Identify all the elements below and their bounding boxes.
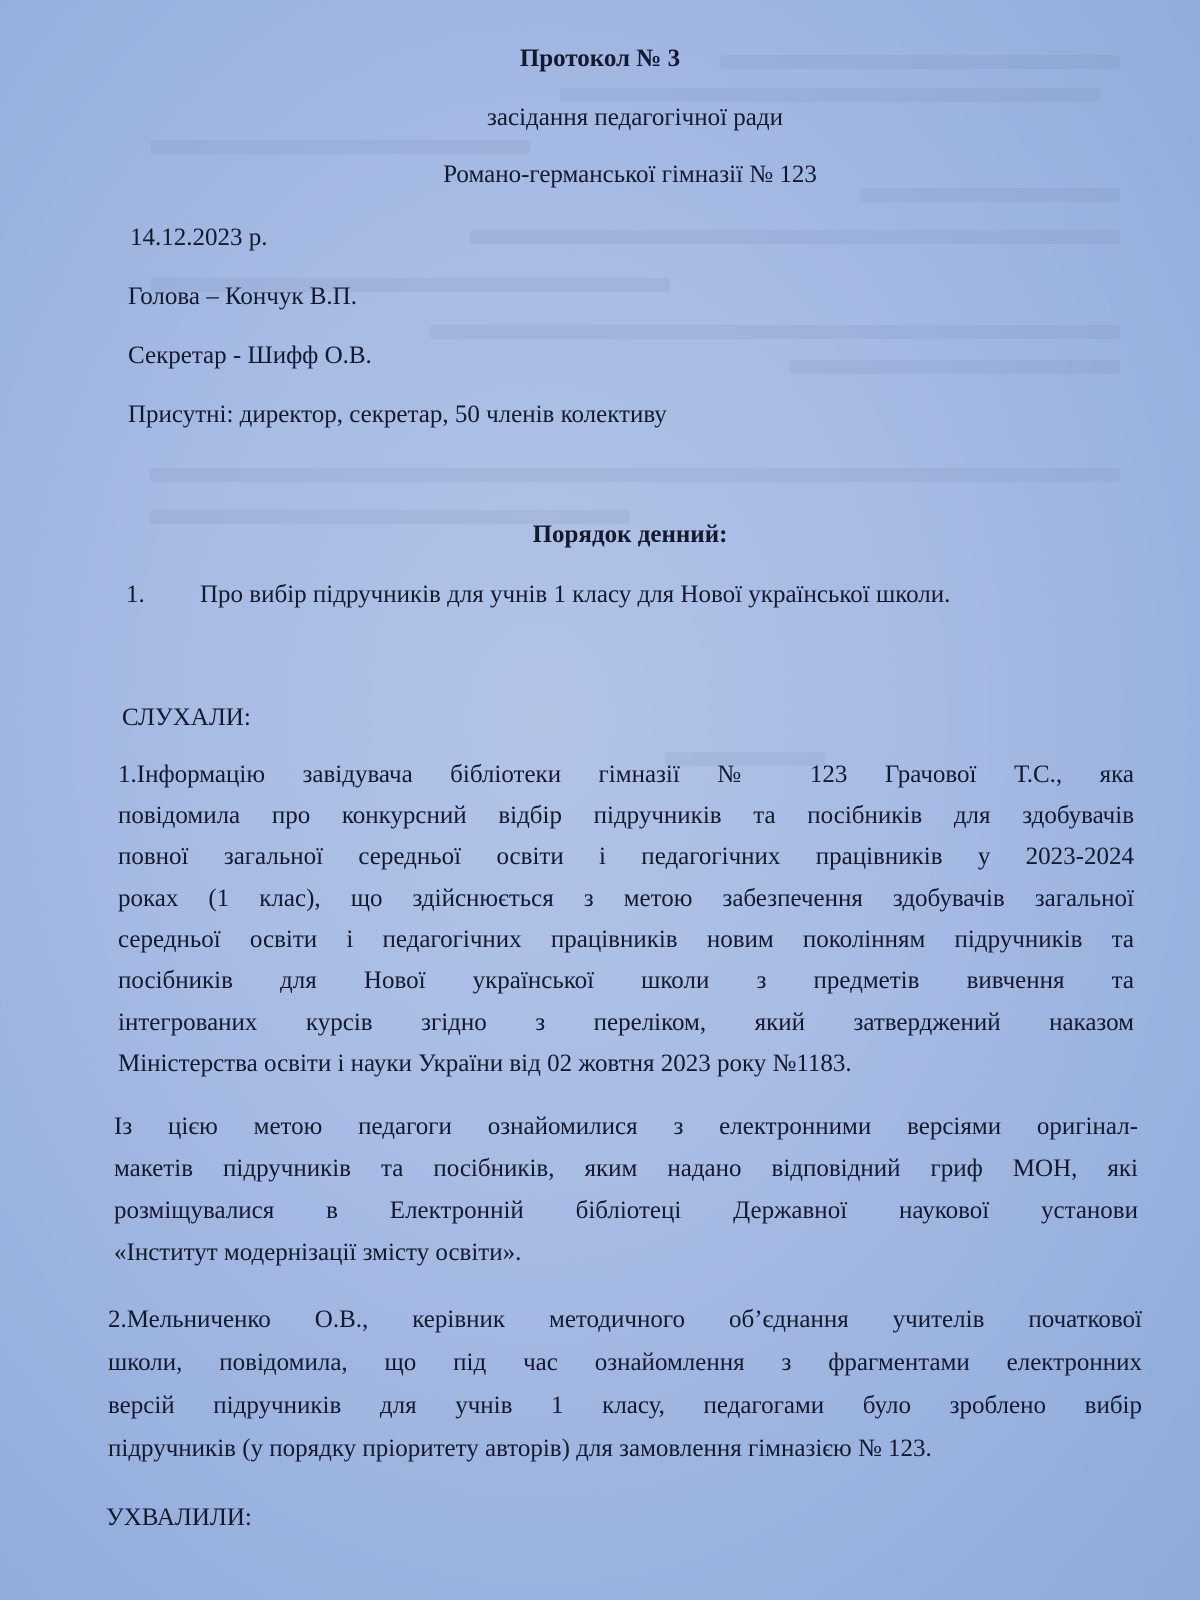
chair-person: Голова – Кончук В.П. <box>128 283 357 310</box>
paragraph-2-line: Із цією метою педагоги ознайомилися з електронними версіями оригінал- <box>114 1113 1138 1140</box>
bleed-through-texture <box>150 140 530 154</box>
attendees: Присутні: директор, секретар, 50 членів колективу <box>128 401 667 428</box>
paragraph-1-line: посібників для Нової української школи з предметів вивчення та <box>118 967 1134 994</box>
paragraph-2-line: «Інститут модернізації змісту освіти». <box>114 1239 522 1266</box>
paragraph-1-line: середньої освіти і педагогічних працівників новим поколінням підручників та <box>118 926 1134 953</box>
paragraph-2-line: розміщувалися в Електронній бібліотеці Державної наукової установи <box>114 1197 1138 1224</box>
agenda-item-text: Про вибір підручників для учнів 1 класу для Нової української школи. <box>200 581 951 608</box>
paragraph-1-line: повідомила про конкурсний відбір підручників та посібників для здобувачів <box>118 802 1134 829</box>
bleed-through-texture <box>150 468 1120 482</box>
document-title: Протокол № 3 <box>519 45 681 72</box>
bleed-through-texture <box>470 230 1120 244</box>
decided-heading: УХВАЛИЛИ: <box>106 1504 252 1531</box>
bleed-through-texture <box>430 325 1120 339</box>
bleed-through-texture <box>860 188 1120 202</box>
paragraph-3-line: підручників (у порядку пріоритету авторів) для замовлення гімназією № 123. <box>108 1435 932 1462</box>
paragraph-2-line: макетів підручників та посібників, яким надано відповідний гриф МОН, які <box>114 1155 1138 1182</box>
agenda-item-number: 1. <box>126 581 145 608</box>
paragraph-1-line: роках (1 клас), що здійснюється з метою забезпечення здобувачів загальної <box>118 885 1134 912</box>
paragraph-1-line: повної загальної середньої освіти і педагогічних працівників у 2023-2024 <box>118 843 1134 870</box>
paragraph-3-line: школи, повідомила, що під час ознайомлення з фрагментами електронних <box>108 1349 1142 1376</box>
paragraph-1-line: інтегрованих курсів згідно з переліком, який затверджений наказом <box>118 1009 1134 1036</box>
bleed-through-texture <box>790 360 1120 374</box>
document-subtitle: засідання педагогічної ради <box>487 104 783 131</box>
paragraph-3-line: 2.Мельниченко О.В., керівник методичного об’єднання учителів початкової <box>108 1306 1142 1333</box>
meeting-date: 14.12.2023 р. <box>130 224 268 251</box>
institution-name: Романо-германської гімназії № 123 <box>443 161 817 188</box>
paragraph-1-line: Міністерства освіти і науки України від 02 жовтня 2023 року №1183. <box>118 1050 852 1077</box>
paragraph-3-line: версій підручників для учнів 1 класу, педагогами було зроблено вибір <box>108 1392 1142 1419</box>
secretary-person: Секретар - Шифф О.В. <box>128 342 372 369</box>
paragraph-1-line: 1.Інформацію завідувача бібліотеки гімназії № 123 Грачової Т.С., яка <box>118 761 1134 788</box>
heard-heading: СЛУХАЛИ: <box>122 704 251 731</box>
agenda-heading: Порядок денний: <box>532 521 728 548</box>
bleed-through-texture <box>560 88 1100 102</box>
